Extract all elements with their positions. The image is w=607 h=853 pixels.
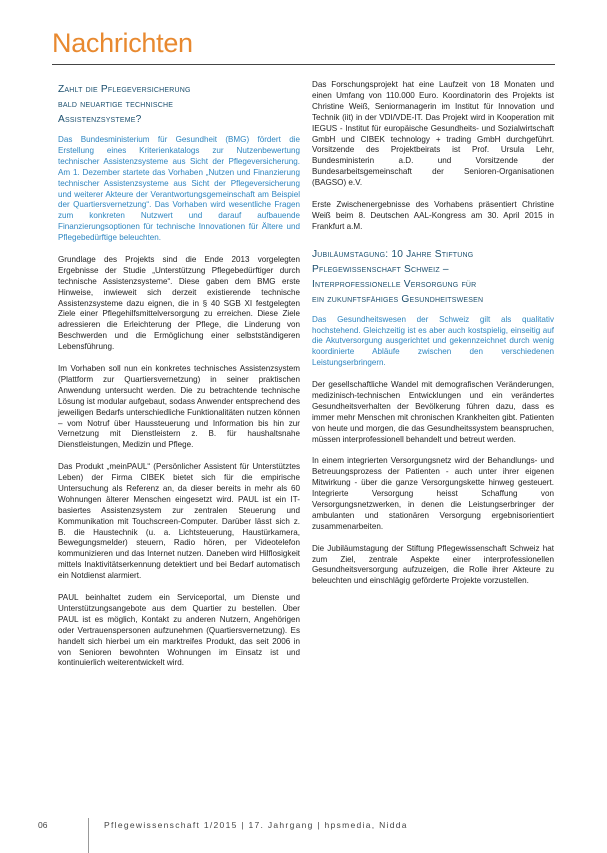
heading-line: Interprofessionelle Versorgung für — [312, 278, 477, 290]
page-footer — [0, 818, 607, 853]
paragraph: Die Jubiläumstagung der Stiftung Pflegewissenschaft Schweiz hat zum Ziel, zentrale Aspekte einer interprofessionellen Gesundheitsversorgung aufzuzeigen, die Rolle ihrer Akteure zu beleuchten und einschlägig geförderte Projekte vorzustellen. — [312, 543, 554, 586]
paragraph: PAUL beinhaltet zudem ein Serviceportal, um Dienste und Unterstützungsangebote aus dem Quartier zu bestellen. Über PAUL ist es möglich, Kontakt zu anderen Nutzern, Angehörigen oder Vertrauenspersonen aufzunehmen (Quartiersvernetzung). Es handelt sich hierbei um ein marktreifes Produkt, das seit 2006 in von Senioren bewohnten Wohnungen im Einsatz ist und kontinuierlich weiterentwickelt wird. — [58, 593, 300, 668]
title-divider — [52, 64, 555, 65]
paragraph: In einem integrierten Versorgungsnetz wird der Behandlungs- und Betreuungsprozess der Patienten - auch unter ihrer eigenen Mitwirkung - über die ganze Versorgungskette hinweg gesteuert. Integrierte Versorgung heisst Schaffung von Versorgungsnetzwerken, in denen die Leistungserbringer der ambulanten und stationären Versorgung ergebnisorientiert zusammenarbeiten. — [312, 456, 554, 531]
article2-intro: Das Gesundheitswesen der Schweiz gilt als qualitativ hochstehend. Gleichzeitig ist es aber auch kostspielig, einseitig auf die Akutversorgung ausgerichtet und gekennzeichnet durch wenig koordinierte Abläufe zwischen den verschiedenen Leistungserbringern. — [312, 314, 554, 368]
left-column — [58, 82, 300, 680]
heading-line: Zahlt die Pflegeversicherung — [58, 84, 191, 95]
article1-intro: Das Bundesministerium für Gesundheit (BMG) fördert die Erstellung eines Kriterienkatalogs zur Nutzenbewertung technischer Assistenzsysteme aus Sicht der Pflegeversicherung. Am 1. Dezember startete das Vorhaben „Nutzen und Finanzierung technischer Assistenzsysteme aus Sicht der Pflegeversicherung und weiterer Akteure der Verantwortungsgemeinschaft am Beispiel der Quartiersvernetzung“. Das Vorhaben wird wesentliche Fragen zum konkreten Nutzwert und darauf aufbauende Finanzierungsoptionen für technische Innovationen für Ältere und Pflegebedürftige beleuchten. — [58, 135, 300, 243]
paragraph: Der gesellschaftliche Wandel mit demografischen Veränderungen, medizinisch-technischen Entwicklungen und ein verändertes Gesundheitsverhalten der Bevölkerung führen dazu, dass es immer mehr Menschen mit chronischen Krankheiten gibt. Patienten von heute und morgen, die das Gesundheitssystem beanspruchen, müssen interprofessionell behandelt und betreut werden. — [312, 380, 554, 444]
heading-line: Pflegewissenschaft Schweiz – — [312, 263, 449, 275]
paragraph: Das Forschungsprojekt hat eine Laufzeit von 18 Monaten und einen Umfang von 110.000 Euro. Koordinatorin des Projekts ist Christine Weiß, Seniormanagerin im Institut für Innovation und Technik (iit) in der VDI/VDE-IT. Das Projekt wird in Kooperation mit IEGUS - Institut für europäische Gesundheits- und Sozialwirtschaft GmbH und CIBEK technology + trading GmbH durchgeführt. Vorsitzende des Projektbeirats ist Prof. Ursula Lehr, Bundesministerin a.D. und Vorsitzende der Bundesarbeitsgemeinschaft der Senioren-Organisationen (BAGSO) e.V. — [312, 80, 554, 188]
paragraph: Grundlage des Projekts sind die Ende 2013 vorgelegten Ergebnisse der Studie „Unterstützung Pflegebedürftiger durch technische Assistenzsysteme“. Diese gaben dem BMG erste Hinweise, inwieweit sich derzeit existierende technische Assistenzsysteme dazu eignen, die in § 40 SGB XI festgelegten Ziele einer Pflegehilfsmittelversorgung zu erreichen. Diese Ziele adressieren die Erleichterung der Pflege, die Linderung von Beschwerden und die Ermöglichung einer selbstständigeren Lebensführung. — [58, 254, 300, 352]
paragraph: Im Vorhaben soll nun ein konkretes technisches Assistenzsystem (Plattform zur Quartiersvernetzung) in seiner praktischen Anwendung untersucht werden. Die zu betrachtende technische Lösung ist modular aufgebaut, sodass Anwender entsprechend des jeweiligen Bedarfs unterschiedliche Funktionalitäten nutzen können – vom Notruf über Haussteuerung und Information bis hin zur Vernetzung mit Dienstleistern z. B. für haushaltsnahe Dienstleistungen, Medizin und Pflege. — [58, 364, 300, 450]
heading-line: bald neuartige technische — [58, 99, 174, 110]
paragraph: Das Produkt „meinPAUL“ (Persönlicher Assistent für Unterstütztes Leben) der Firma CIBEK bietet sich für die empirische Untersuchung als Referenz an, da dieser bereits in mehr als 60 Wohnungen älterer Menschen eingesetzt wird. PAUL ist ein IT-basiertes Assistenzsystem zur zentralen Steuerung und Kommunikation mit Touchscreen-Computer. Darüber lässt sich z. B. die Haustechnik (u. a. Lichtsteuerung, Haustürkamera, Bewegungsmelder) steuern, Radio hören, per Videotelefon kommunizieren und das Internet nutzen. Daneben wird Hilflosigkeit mittels Inaktivitätserkennung detektiert und bei Bedarf automatisch ein Notdienst alarmiert. — [58, 462, 300, 581]
paragraph: Erste Zwischenergebnisse des Vorhabens präsentiert Christine Weiß beim 8. Deutschen AAL-Kongress am 30. April 2015 in Frankfurt a.M. — [312, 199, 554, 231]
heading-line: Jubiläumstagung: 10 Jahre Stiftung — [312, 248, 474, 260]
page-number: 06 — [38, 820, 48, 830]
article1-heading — [58, 82, 300, 127]
footer-divider — [88, 818, 89, 853]
footer-text: Pflegewissenschaft 1/2015 | 17. Jahrgang | hpsmedia, Nidda — [104, 820, 408, 830]
article2-heading — [312, 247, 554, 307]
heading-line: Assistenzsysteme? — [58, 114, 142, 125]
page-title: Nachrichten — [52, 28, 193, 58]
heading-line: ein zukunftsfähiges Gesundheitswesen — [312, 293, 484, 305]
right-column — [312, 80, 554, 598]
